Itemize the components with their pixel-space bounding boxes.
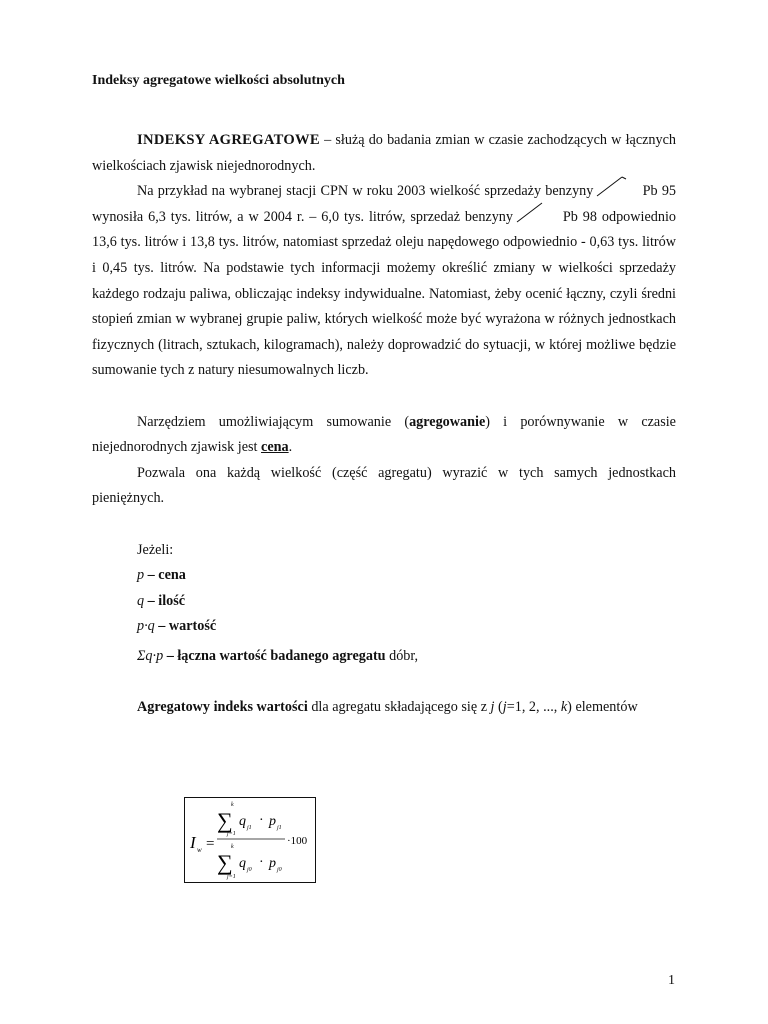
spacer [92,669,676,695]
term-cena: cena [261,439,289,456]
symbol-j: j [490,699,495,716]
struck-pb-98 [518,205,578,231]
symbol-q: q [137,592,145,609]
numerator-p: p [269,814,276,829]
definition-p-text: – cena [144,567,186,584]
example-text-3: 98 odpowiednio 13,6 tys. litrów i 13,8 tys. litrów, natomiast sprzedaż oleju napędowego odpowiednio - 0,63 tys. litrów i 0,45 tys. litrów. Na podstawie tych informacji możemy określić zmiany w wielkości sprzedaży każdego rodzaju paliwa, obliczając indeksy indywidualne. Natomiast, żeby ocenić łączny, czyli średni stopień zmian w wybranej grupie paliw, których wielkość może być wyrażona w różnych jednostkach fizycznych (litrach, sztukach, kilogramach), należy doprowadzić do sytuacji, w której możliwe będzie sumowanie tych z natury niesumowalnych liczb. [92,208,676,379]
value-index-text-1: dla agregatu składającego się z [307,699,491,716]
numerator-p-sub: j1 [277,825,282,831]
term-agregatowy-indeks-wartosci: Agregatowy indeks wartości [137,699,308,716]
paragraph-example [92,179,676,384]
spacer [92,512,676,538]
paragraph-money: Pozwala ona każdą wielkość (część agregatu) wyrazić w tych samych jednostkach pieniężnych. [92,464,676,507]
definitions-list [137,538,676,670]
definition-sum [137,644,676,670]
tool-text-1: Narzędziem umożliwiającym sumowanie ( [137,413,410,430]
definition-p [137,563,676,589]
formula-svg [185,798,317,884]
pb-text-95: Pb [642,183,658,200]
handwritten-strike-mark [596,176,626,198]
numerator-q-sub: j1 [247,825,252,831]
denominator-q-sub: j0 [247,867,252,873]
formula-I: I [190,833,196,852]
value-index-text-3: =1, 2, ..., [506,699,561,716]
example-text-2: 95 wynosiła 6,3 tys. litrów, a w 2004 r. – 6,0 tys. litrów, sprzedaż benzyny [92,183,677,225]
example-text-1: Na przykład na wybranej stacji CPN w roku 2003 wielkość sprzedaży benzyny [137,183,598,200]
denominator-q: q [239,856,246,871]
paragraph-definition [92,128,676,179]
value-index-text-2: ( [494,699,503,716]
paragraph-value-index [92,695,676,721]
spacer [92,384,676,410]
symbol-p: p [137,567,145,584]
formula-I-sub: w [197,846,202,854]
denominator-lower-limit: j=1 [227,874,236,880]
document-body [92,128,676,721]
page-number: 1 [668,973,675,988]
numerator-sigma: ∑ [217,808,233,833]
symbol-sum: Σq·p [137,647,164,664]
denominator-upper-limit: k [231,844,234,850]
numerator-dot: · [259,813,264,828]
numerator-q: q [239,814,246,829]
struck-pb-95 [598,179,658,205]
denominator-p-sub: j0 [277,867,282,873]
paragraph-tool [92,410,676,461]
symbol-pq: p·q [137,618,155,635]
definition-q-text: – ilość [144,592,186,609]
definition-pq [137,614,676,640]
denominator-sigma: ∑ [217,850,233,875]
document-heading: Indeksy agregatowe wielkości absolutnych [92,73,345,88]
denominator-p: p [269,856,276,871]
numerator-lower-limit: j=1 [227,831,236,837]
term-indeksy-agregatowe: INDEKSY AGREGATOWE [137,132,320,148]
definitions-intro: Jeżeli: [137,541,174,558]
paragraph-definition-text: – służą do badania zmian w czasie zachodzących w łącznych wielkościach zjawisk niejednorodnych. [92,132,676,174]
denominator-dot: · [259,855,264,870]
definition-sum-text: – łączna wartość badanego agregatu [163,647,386,664]
value-index-text-4: ) elementów [567,699,638,716]
formula-times-100: ·100 [287,835,308,847]
term-agregowanie: agregowanie [409,413,486,430]
numerator-upper-limit: k [231,802,234,808]
tool-text-3: . [288,439,293,456]
value-index-formula [184,797,316,883]
definition-pq-text: – wartość [154,618,217,635]
symbol-k: k [560,699,568,716]
handwritten-strike-mark [516,202,546,224]
tool-text-2: ) i porównywanie w czasie niejednorodnych zjawisk jest [92,413,676,456]
symbol-j-2: j [502,699,507,716]
formula-equals: = [206,836,215,852]
definition-q [137,589,676,615]
definition-sum-tail: dóbr, [385,647,419,664]
pb-text-98: Pb [562,208,578,225]
